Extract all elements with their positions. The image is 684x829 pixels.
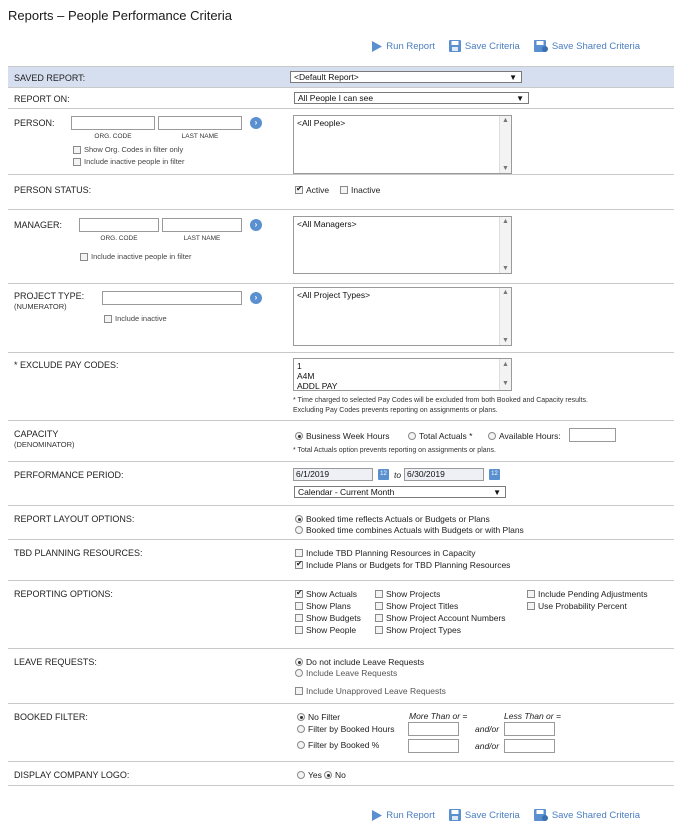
show-org-codes-label: Show Org. Codes in filter only [84, 145, 184, 154]
show-projects-checkbox[interactable] [375, 589, 440, 599]
scroll-up-icon[interactable]: ▲ [502, 117, 509, 124]
filter-none-label: No Filter [308, 712, 341, 722]
booked-filter-label: BOOKED FILTER: [14, 712, 88, 722]
period-to-input[interactable]: 6/30/2019 [404, 468, 484, 481]
checkbox-box [527, 602, 535, 610]
capacity-available-radio[interactable] [488, 431, 561, 441]
show-actuals-label: Show Actuals [306, 589, 358, 599]
leave-no-radio[interactable] [295, 657, 424, 667]
show-plans-checkbox[interactable] [295, 601, 351, 611]
dropdown-arrow-icon: ▼ [509, 73, 517, 82]
radio-dot [295, 658, 303, 666]
list-item[interactable]: A4M [297, 371, 315, 381]
period-preset-select[interactable] [294, 486, 506, 498]
scrollbar[interactable] [499, 288, 511, 345]
radio-dot [297, 741, 305, 749]
capacity-label: CAPACITY [14, 429, 59, 439]
checkbox-box [295, 549, 303, 557]
person-listbox[interactable] [293, 115, 512, 174]
checkbox-box [375, 590, 383, 598]
hours-more-than-input[interactable] [408, 722, 459, 736]
capacity-actuals-radio[interactable] [408, 431, 472, 441]
radio-dot [297, 725, 305, 733]
manager-listbox[interactable] [293, 216, 512, 274]
pay-codes-listbox[interactable] [293, 358, 512, 391]
scroll-down-icon[interactable]: ▼ [502, 265, 509, 272]
checkbox-box [295, 687, 303, 695]
run-report-button[interactable] [371, 810, 435, 821]
scroll-up-icon[interactable]: ▲ [502, 361, 509, 368]
pct-less-than-input[interactable] [504, 739, 555, 753]
filter-hours-radio[interactable] [297, 724, 394, 734]
radio-dot [295, 526, 303, 534]
person-last-name-input[interactable] [158, 116, 242, 130]
manager-row [8, 210, 674, 284]
person-last-name-caption: LAST NAME [181, 133, 219, 140]
company-logo-row [8, 762, 674, 786]
use-probability-checkbox[interactable] [527, 601, 627, 611]
project-type-input[interactable] [102, 291, 242, 305]
calendar-icon[interactable]: 12 [489, 469, 500, 480]
project-type-label: PROJECT TYPE: [14, 291, 85, 301]
show-people-label: Show People [306, 625, 357, 635]
show-budgets-checkbox[interactable] [295, 613, 361, 623]
manager-last-name-caption: LAST NAME [183, 235, 221, 242]
project-type-row [8, 284, 674, 353]
leave-requests-row [8, 649, 674, 704]
show-projects-label: Show Projects [386, 589, 441, 599]
capacity-sublabel: (DENOMINATOR) [14, 440, 75, 449]
show-project-types-checkbox[interactable] [375, 625, 461, 635]
dropdown-arrow-icon: ▼ [493, 488, 501, 497]
reporting-options-row [8, 581, 674, 649]
save-shared-criteria-button[interactable] [534, 40, 640, 52]
more-than-header: More Than or = [409, 711, 468, 721]
show-plans-label: Show Plans [306, 601, 351, 611]
saved-report-select[interactable] [290, 71, 522, 83]
save-shared-icon [534, 809, 548, 821]
capacity-available-label: Available Hours: [499, 431, 561, 441]
leave-no-label: Do not include Leave Requests [306, 657, 425, 667]
save-icon [449, 809, 461, 821]
manager-go-icon[interactable]: › [250, 219, 262, 231]
manager-label: MANAGER: [14, 220, 63, 230]
layout-options-row [8, 506, 674, 540]
filter-hours-label: Filter by Booked Hours [308, 724, 395, 734]
hours-andor-label: and/or [475, 724, 500, 734]
report-on-select[interactable] [294, 92, 529, 104]
leave-include-label: Include Leave Requests [306, 668, 398, 678]
available-hours-input[interactable] [569, 428, 616, 442]
checkbox-box [104, 315, 112, 323]
manager-last-name-input[interactable] [162, 218, 242, 232]
save-criteria-button[interactable] [449, 40, 520, 52]
capacity-note: * Total Actuals option prevents reporting on assignments or plans. [293, 447, 496, 454]
use-probability-label: Use Probability Percent [538, 601, 627, 611]
layout-combines-label: Booked time combines Actuals with Budgets or with Plans [306, 525, 524, 535]
save-criteria-label: Save Criteria [464, 809, 520, 821]
list-item[interactable]: <All People> [297, 118, 346, 128]
scrollbar[interactable] [499, 359, 511, 390]
scrollbar[interactable] [499, 217, 511, 273]
page-title: Reports – People Performance Criteria [8, 8, 232, 23]
status-inactive-checkbox[interactable] [340, 185, 380, 195]
show-project-types-label: Show Project Types [386, 625, 461, 635]
bottom-toolbar [371, 809, 640, 821]
booked-filter-row [8, 704, 674, 762]
manager-include-inactive-checkbox[interactable] [80, 252, 191, 261]
pay-codes-note-2: Excluding Pay Codes prevents reporting on assignments or plans. [293, 407, 498, 414]
save-shared-criteria-label: Save Shared Criteria [551, 40, 640, 52]
radio-dot [295, 432, 303, 440]
logo-no-label: No [335, 770, 346, 780]
tbd-capacity-label: Include TBD Planning Resources in Capacity [306, 548, 476, 558]
pay-codes-row [8, 353, 674, 421]
show-project-titles-checkbox[interactable] [375, 601, 458, 611]
pct-andor-label: and/or [475, 741, 500, 751]
show-org-codes-checkbox[interactable] [73, 145, 183, 154]
company-logo-label: DISPLAY COMPANY LOGO: [14, 770, 130, 780]
saved-report-value: <Default Report> [294, 72, 359, 82]
radio-dot [295, 515, 303, 523]
report-on-row [8, 88, 674, 109]
person-go-icon[interactable]: › [250, 117, 262, 129]
scroll-up-icon[interactable]: ▲ [502, 218, 509, 225]
save-shared-criteria-label: Save Shared Criteria [551, 809, 640, 821]
dropdown-arrow-icon: ▼ [516, 94, 524, 103]
radio-dot [297, 771, 305, 779]
period-preset-value: Calendar - Current Month [298, 487, 395, 497]
top-toolbar [371, 40, 640, 52]
save-criteria-label: Save Criteria [464, 40, 520, 52]
radio-dot [408, 432, 416, 440]
report-on-value: All People I can see [298, 93, 374, 103]
project-type-include-inactive-label: Include inactive [115, 314, 167, 323]
scroll-down-icon[interactable]: ▼ [502, 165, 509, 172]
radio-dot [297, 713, 305, 721]
performance-period-label: PERFORMANCE PERIOD: [14, 470, 124, 480]
checkbox-box [340, 186, 348, 194]
save-shared-criteria-button[interactable] [534, 809, 640, 821]
play-icon [371, 810, 382, 821]
save-shared-icon [534, 40, 548, 52]
person-include-inactive-checkbox[interactable] [73, 157, 184, 166]
period-from-input[interactable]: 6/1/2019 [293, 468, 373, 481]
show-account-numbers-checkbox[interactable] [375, 613, 506, 623]
checkbox-box [295, 590, 303, 598]
show-people-checkbox[interactable] [295, 625, 356, 635]
filter-pct-radio[interactable] [297, 740, 379, 750]
checkbox-box [295, 561, 303, 569]
period-to-label: to [394, 470, 402, 480]
show-budgets-label: Show Budgets [306, 613, 361, 623]
scroll-down-icon[interactable]: ▼ [502, 337, 509, 344]
checkbox-box [80, 253, 88, 261]
checkbox-box [375, 626, 383, 634]
radio-dot [488, 432, 496, 440]
checkbox-box [73, 146, 81, 154]
filter-none-radio[interactable] [297, 712, 340, 722]
person-row [8, 109, 674, 175]
saved-report-label: SAVED REPORT: [14, 73, 86, 83]
person-status-row [8, 175, 674, 210]
logo-yes-label: Yes [308, 770, 322, 780]
layout-combines-radio[interactable] [295, 525, 524, 535]
radio-dot [295, 669, 303, 677]
person-include-inactive-label: Include inactive people in filter [84, 157, 185, 166]
checkbox-box [295, 626, 303, 634]
status-active-checkbox[interactable] [295, 185, 329, 195]
manager-org-code-caption: ORG. CODE [100, 235, 138, 242]
pct-more-than-input[interactable] [408, 739, 459, 753]
filter-pct-label: Filter by Booked % [308, 740, 380, 750]
tbd-plans-label: Include Plans or Budgets for TBD Planning Resources [306, 560, 511, 570]
run-report-label: Run Report [386, 809, 435, 821]
leave-unapproved-checkbox[interactable] [295, 686, 446, 696]
checkbox-box [73, 158, 81, 166]
calendar-icon[interactable]: 12 [378, 469, 389, 480]
run-report-button[interactable] [371, 41, 435, 52]
status-inactive-label: Inactive [351, 185, 381, 195]
layout-reflects-radio[interactable] [295, 514, 490, 524]
manager-org-code-input[interactable] [79, 218, 159, 232]
list-item[interactable]: <All Managers> [297, 219, 357, 229]
scrollbar[interactable] [499, 116, 511, 173]
checkbox-box [375, 602, 383, 610]
manager-include-inactive-label: Include inactive people in filter [91, 252, 192, 261]
checkbox-box [375, 614, 383, 622]
checkbox-box [295, 186, 303, 194]
capacity-business-radio[interactable] [295, 431, 389, 441]
include-pending-checkbox[interactable] [527, 589, 648, 599]
project-type-sublabel: (NUMERATOR) [14, 302, 67, 311]
save-criteria-button[interactable] [449, 809, 520, 821]
tbd-row [8, 540, 674, 581]
layout-options-label: REPORT LAYOUT OPTIONS: [14, 514, 135, 524]
capacity-row [8, 421, 674, 462]
project-type-go-icon[interactable]: › [250, 292, 262, 304]
tbd-label: TBD PLANNING RESOURCES: [14, 548, 143, 558]
leave-requests-label: LEAVE REQUESTS: [14, 657, 97, 667]
status-active-label: Active [306, 185, 330, 195]
include-pending-label: Include Pending Adjustments [538, 589, 648, 599]
project-type-include-inactive-checkbox[interactable] [104, 314, 167, 323]
checkbox-box [295, 614, 303, 622]
reporting-options-label: REPORTING OPTIONS: [14, 589, 113, 599]
checkbox-box [295, 602, 303, 610]
layout-reflects-label: Booked time reflects Actuals or Budgets or Plans [306, 514, 490, 524]
tbd-capacity-checkbox[interactable] [295, 548, 475, 558]
pay-codes-note-1: * Time charged to selected Pay Codes will be excluded from both Booked and Capacity results. [293, 397, 588, 404]
logo-no-radio[interactable] [324, 770, 346, 780]
person-org-code-caption: ORG. CODE [94, 133, 132, 140]
radio-dot [324, 771, 332, 779]
leave-unapproved-label: Include Unapproved Leave Requests [306, 686, 446, 696]
pay-codes-label: * EXCLUDE PAY CODES: [14, 360, 119, 370]
tbd-plans-checkbox[interactable] [295, 560, 510, 570]
capacity-business-label: Business Week Hours [306, 431, 390, 441]
checkbox-box [527, 590, 535, 598]
less-than-header: Less Than or = [504, 711, 561, 721]
leave-include-radio[interactable] [295, 668, 397, 678]
play-icon [371, 41, 382, 52]
show-account-numbers-label: Show Project Account Numbers [386, 613, 506, 623]
logo-yes-radio[interactable] [297, 770, 322, 780]
show-project-titles-label: Show Project Titles [386, 601, 459, 611]
project-type-listbox[interactable] [293, 287, 512, 346]
saved-report-row [8, 67, 674, 88]
list-item[interactable]: 1 [297, 361, 302, 371]
save-icon [449, 40, 461, 52]
show-actuals-checkbox[interactable] [295, 589, 357, 599]
list-item[interactable]: ADDL PAY [297, 381, 338, 391]
performance-period-row [8, 462, 674, 506]
list-item[interactable]: <All Project Types> [297, 290, 371, 300]
person-status-label: PERSON STATUS: [14, 185, 92, 195]
scroll-up-icon[interactable]: ▲ [502, 289, 509, 296]
scroll-down-icon[interactable]: ▼ [502, 380, 509, 387]
criteria-form [8, 66, 674, 786]
person-label: PERSON: [14, 118, 55, 128]
person-org-code-input[interactable] [71, 116, 155, 130]
run-report-label: Run Report [386, 40, 435, 52]
report-on-label: REPORT ON: [14, 94, 70, 104]
capacity-actuals-label: Total Actuals * [419, 431, 473, 441]
hours-less-than-input[interactable] [504, 722, 555, 736]
